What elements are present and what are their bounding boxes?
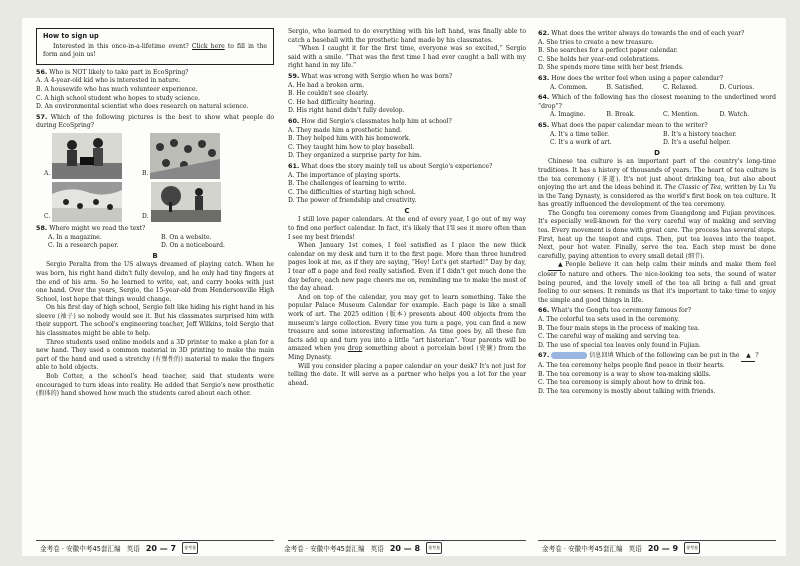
passage-d-paragraph: ▲ People believe it can help calm their minds and make them feel closer to nature and others. The nice-looking tea sets, the sound of water being poured, and the lovely smell of the tea all bring a full and great feeling to our senses. It reminds us that it's important to take time to enjoy the simple and good things in life. <box>538 261 776 304</box>
click-here-link[interactable]: Click here <box>191 42 225 50</box>
option[interactable]: A. Common. <box>550 83 588 91</box>
question-57: 57. Which of the following pictures is the best to show what people do during EcoSpring? A. B. C. D. <box>36 112 275 221</box>
picture-option-c[interactable]: C. <box>44 182 136 222</box>
footer-subject: 英语 <box>370 545 384 553</box>
question-56: 56. Who is NOT likely to take part in EcoSpring? A. A 4-year-old kid who is interested in nature. B. A housewife who has much volunteer experience. C. A high school student who hopes to study science. D. An environmental scientist who does research on natural science. <box>36 68 274 112</box>
footer-series: 金考卷 · 安徽中考45套汇编 <box>284 545 365 553</box>
option[interactable]: B. The challenges of learning to write. <box>288 180 407 188</box>
option[interactable]: C. The difficulties of starting high school. <box>288 188 416 196</box>
footer-subject: 英语 <box>628 545 642 553</box>
option[interactable]: D. On a noticeboard. <box>161 242 225 250</box>
passage-d-paragraph: The Gongfu tea ceremony comes from Guangdong and Fujian provinces. It's especially well-known for the very careful way of making and serving tea. Every movement is done with great care. The process has several steps. First, heat up the teapot and cups. Then, put tea leaves into the teapot. Next, pour hot water. Finally, serve the tea. Each step must be done carefully, paying attention to every small detail (细节). <box>538 209 776 260</box>
brand-logo-icon: 金考卷 <box>684 542 700 554</box>
option[interactable]: A. In a magazine. <box>48 233 102 241</box>
option[interactable]: C. The tea ceremony is simply about how to drink tea. <box>538 379 706 387</box>
option[interactable]: A. They made him a prosthetic hand. <box>288 126 402 134</box>
option[interactable]: B. Satisfied. <box>606 83 644 91</box>
page-footer <box>284 542 442 554</box>
picture-option-b[interactable]: B. <box>142 133 234 179</box>
book-title: The Classic of Tea <box>664 184 721 192</box>
footer-series: 金考卷 · 安徽中考45套汇编 <box>40 545 121 553</box>
passage-c-paragraph: And on top of the calendar, you may get to learn something. Take the popular Palace Museum Calendar for example. Each page is like a small work of art. The 2025 edition (版本) presents about 400 objects from the museum's large collection. Every time you turn a page, you can find a new treasure and some interesting information. As time goes by, all these fun facts add up and turn you into a little “art historian”. Your parents will be amazed when you drop something about a porcelain bowl (瓷碗) from the Ming Dynasty. <box>288 293 527 361</box>
passage-c-paragraph: I still love paper calendars. At the end of every year, I go out of my way to find one perfect calendar. In fact, it's likely that I'll see it more often than I see my best friends! <box>288 216 526 241</box>
question-61: 61. What does the story mainly tell us about Sergio's experience? A. The importance of playing sports. B. The challenges of learning to write. C. The difficulties of starting high school. D. The power of friendship and creativity. <box>288 162 526 206</box>
option[interactable]: C. A high school student who hopes to study science. <box>36 94 201 102</box>
option[interactable]: D. The power of friendship and creativity. <box>288 197 417 205</box>
question-63: 63. How does the writer feel when using a paper calendar? A. Common. B. Satisfied. C. Relaxed. D. Curious. <box>538 74 776 92</box>
picture-options <box>44 133 234 222</box>
signup-box <box>36 28 274 65</box>
option[interactable]: D. They organized a surprise party for him. <box>288 152 422 160</box>
question-64: 64. Which of the following has the closest meaning to the underlined word “drop”? A. Imagine. B. Break. C. Mention. D. Watch. <box>538 93 776 119</box>
question-67: 67. 信息回填 Which of the following can be put in the ▲ ? A. The tea ceremony helps people find peace in their hearts. B. The tea ceremony is a way to show tea-making skills. C. The tea ceremony is simply about how to drink tea. D. The tea ceremony is mostly about talking with friends. <box>538 351 776 396</box>
page-number: 20 — 7 <box>145 543 177 553</box>
footer-rule <box>538 540 776 541</box>
question-58: 58. Where might we read the text? A. In a magazine. B. On a website. C. In a research paper. D. On a noticeboard. <box>36 224 274 251</box>
option[interactable]: D. The use of special tea leaves only found in Fujian. <box>538 341 701 349</box>
option[interactable]: D. An environmental scientist who does research on natural science. <box>36 103 249 111</box>
option[interactable]: C. In a research paper. <box>48 242 119 250</box>
option[interactable]: D. She spends more time with her best friends. <box>538 64 684 72</box>
answer-blank[interactable]: ▲ <box>548 261 562 271</box>
page-footer <box>542 542 700 554</box>
signup-text: Interested in this once-in-a-lifetime event? Click here to fill in the form and join us! <box>43 42 268 59</box>
option[interactable]: A. He had a broken arm. <box>288 81 365 89</box>
picture-option-a[interactable]: A. <box>44 133 136 179</box>
signup-title: How to sign up <box>43 32 99 40</box>
option[interactable]: C. She holds her year-end celebrations. <box>538 55 660 63</box>
option[interactable]: D. His right hand didn't fully develop. <box>288 107 405 115</box>
footer-subject: 英语 <box>126 545 140 553</box>
question-66: 66. What's the Gongfu tea ceremony famous for? A. The colorful tea sets used in the ceremony. B. The four main steps in the process of making tea. C. The careful way of making and serving tea. D. The use of special tea leaves only found in Fujian. <box>538 306 776 350</box>
page-number: 20 — 9 <box>647 543 679 553</box>
option[interactable]: D. Watch. <box>719 111 750 119</box>
section-d-heading: D <box>654 148 660 157</box>
exam-sheet <box>22 18 786 556</box>
option[interactable]: B. He couldn't see clearly. <box>288 90 369 98</box>
option[interactable]: B. Break. <box>606 111 636 119</box>
underlined-word-drop: drop <box>347 345 363 353</box>
option[interactable]: D. The tea ceremony is mostly about talking with friends. <box>538 387 716 395</box>
column-3 <box>538 28 776 396</box>
answer-blank[interactable]: ▲ <box>741 352 755 362</box>
option[interactable]: A. Imagine. <box>550 111 586 119</box>
option[interactable]: C. Mention. <box>663 111 700 119</box>
option[interactable]: B. The four main steps in the process of making tea. <box>538 324 700 332</box>
option[interactable]: A. It's a time teller. <box>550 130 609 138</box>
option[interactable]: A. The tea ceremony helps people find peace in their hearts. <box>538 361 725 369</box>
brand-logo-icon: 金考卷 <box>426 542 442 554</box>
option[interactable]: A. A 4-year-old kid who is interested in nature. <box>36 77 181 85</box>
section-c-heading: C <box>404 206 410 215</box>
question-62: 62. What does the writer always do towards the end of each year? A. She tries to create a new treasure. B. She searches for a perfect paper calendar. C. She holds her year-end celebrations. D. She spends more time with her best friends. <box>538 29 776 73</box>
option[interactable]: C. They taught him how to play baseball. <box>288 143 415 151</box>
passage-b-paragraph: Sergio, who learned to do everything with his left hand, was finally able to catch a baseball with the prosthetic hand made by his classmates. <box>288 28 526 44</box>
picture-option-d[interactable]: D. <box>142 182 234 222</box>
question-59: 59. What was wrong with Sergio when he was born? A. He had a broken arm. B. He couldn't see clearly. C. He had difficulty hearing. D. His right hand didn't fully develop. <box>288 72 526 116</box>
passage-b-paragraph: On his first day of high school, Sergio felt like hiding his right hand in his sleeve (袖子) so nobody would see it. But his classmates surprised him with their support. The school's engineering teacher, Jeff Wilkins, told Sergio that his classmates might be able to help. <box>36 304 274 338</box>
option[interactable]: B. A housewife who has much volunteer experience. <box>36 85 198 93</box>
footer-rule <box>36 540 274 541</box>
footer-rule <box>288 540 526 541</box>
question-60: 60. How did Sergio's classmates help him at school? A. They made him a prosthetic hand. B. They helped him with his homework. C. They taught him how to play baseball. D. They organized a surprise party for him. <box>288 117 526 161</box>
option[interactable]: A. She tries to create a new treasure. <box>538 38 654 46</box>
brand-logo-icon: 金考卷 <box>182 542 198 554</box>
page-number: 20 — 8 <box>389 543 421 553</box>
option[interactable]: C. He had difficulty hearing. <box>288 98 376 106</box>
option[interactable]: B. They helped him with his homework. <box>288 135 411 143</box>
question-tag: 信息回填 <box>589 352 614 360</box>
crowd-image <box>150 133 220 179</box>
column-1 <box>36 28 274 399</box>
option[interactable]: B. It's a history teacher. <box>663 130 737 138</box>
tree-planting-image <box>151 182 221 222</box>
nature-walk-image <box>52 182 122 222</box>
footer-series: 金考卷 · 安徽中考45套汇编 <box>542 545 623 553</box>
people-working-image <box>52 133 122 179</box>
page-footer <box>40 542 198 554</box>
passage-d-paragraph: Chinese tea culture is an important part of the country's long-time traditions. It has a history of thousands of years. The heart of tea culture is the tea ceremony (茶道). It's not just about drinking tea, but also about enjoying the art and the ideas behind it. The Classic of Tea, written by Lu Yu in the Tang Dynasty, is considered as the world's first book on tea culture. It has greatly influenced the development of the tea ceremony. <box>538 158 776 209</box>
column-2 <box>288 28 526 388</box>
option[interactable]: D. It's a useful helper. <box>663 139 731 147</box>
option[interactable]: A. The importance of playing sports. <box>288 171 401 179</box>
question-65: 65. What does the paper calendar mean to the writer? A. It's a time teller. B. It's a history teacher. C. It's a work of art. D. It's a useful helper. <box>538 121 776 148</box>
passage-b-paragraph: Three students used online models and a 3D printer to make a plan for a new hand. They used a common material in 3D printing to make the main part of the hand and used a stretchy (有弹性的) material to make the fingers able to hold objects. <box>36 338 274 372</box>
option[interactable]: C. It's a work of art. <box>550 139 612 147</box>
option[interactable]: C. Relaxed. <box>663 83 698 91</box>
passage-b-paragraph: Sergio Peralta from the US always dreamed of playing catch. When he was born, his right hand didn't fully develop, and he only had tiny fingers at the end of his arm. So he learned to write, eat, and carry books with just one hand. Over the years, Sergio, the 15-year-old from Hendersonville High School, lost hope that things would change. <box>36 261 274 303</box>
option[interactable]: B. She searches for a perfect paper calendar. <box>538 47 678 55</box>
option[interactable]: B. On a website. <box>161 233 212 241</box>
passage-c-paragraph: When January 1st comes, I feel satisfied as I place the new thick calendar on my desk and turn it to the first page. More than three hundred pages look at me, as if they are saying, “Hey! Let's get started!” Day by day, I tear off a page and feel really satisfied. Even if I didn't get much done the day before, each new page cheers me on, reminding me to make the most of the day ahead. <box>288 242 526 293</box>
option[interactable]: B. The tea ceremony is a way to show tea-making skills. <box>538 370 711 378</box>
option[interactable]: C. The careful way of making and serving tea. <box>538 333 681 341</box>
section-b-heading: B <box>152 251 158 260</box>
passage-c-paragraph: Will you consider placing a paper calendar on your desk? It's not just for telling the date. It will serve as a partner who helps you a lot for the year ahead. <box>288 362 526 387</box>
passage-b-paragraph: “When I caught it for the first time, everyone was so excited,” Sergio said with a smile. “That was the first time I had ever caught a ball with my right hand in my life.” <box>288 45 526 70</box>
option[interactable]: D. Curious. <box>719 83 755 91</box>
passage-b-paragraph: Bob Cotter, a the school's head teacher, said that students were encouraged to turn ideas into reality. He added that Sergio's new prosthetic (假体的) hand showed how much the students cared about each other. <box>36 373 274 398</box>
option[interactable]: A. The colorful tea sets used in the ceremony. <box>538 316 680 323</box>
highlight-mark <box>551 352 587 359</box>
